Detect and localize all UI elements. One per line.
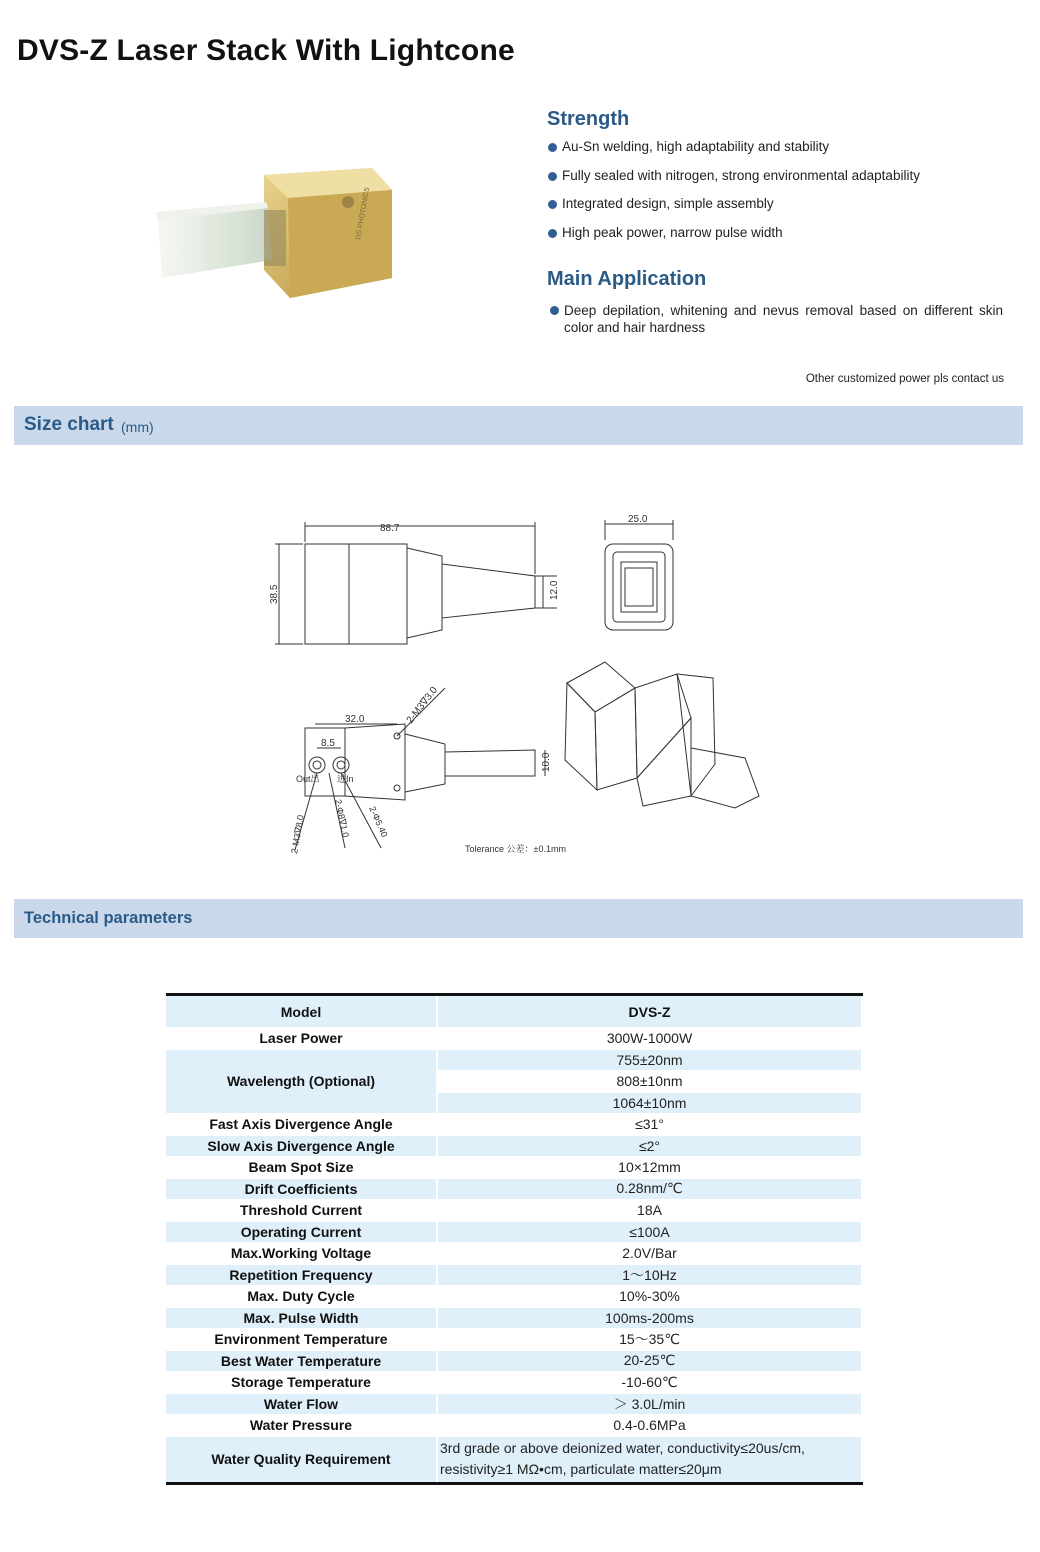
param-key: Wavelength (Optional) [166,1049,437,1114]
dim-phi8: 2-Φ8∇1.0 [333,798,351,839]
table-row [166,1028,862,1050]
param-key: Model [166,995,437,1028]
bullet-icon [548,143,557,152]
dim-m3b: 2-M3∇8.0 [289,814,306,855]
dimension-drawing [245,478,765,863]
size-chart-unit: (mm) [121,419,154,435]
table-row [166,1393,862,1415]
table-row [166,1286,862,1308]
table-row [166,1350,862,1372]
list-item: Au-Sn welding, high adaptability and stability [547,139,920,168]
param-value: 10×12mm [437,1157,862,1179]
table-row [166,1157,862,1179]
param-value: 2.0V/Bar [437,1243,862,1265]
table-row [166,1415,862,1437]
bullet-icon [548,172,557,181]
param-value: 755±20nm [437,1049,862,1071]
param-value: 1064±10nm [437,1092,862,1114]
param-key: Max. Duty Cycle [166,1286,437,1308]
strength-list [547,139,920,253]
param-value: ≤2° [437,1135,862,1157]
bullet-icon [548,200,557,209]
dim-phi5: 2-Φ5.40 [367,804,390,839]
param-value: 0.4-0.6MPa [437,1415,862,1437]
product-image [148,150,408,310]
param-key: Laser Power [166,1028,437,1050]
list-item: Integrated design, simple assembly [547,196,920,225]
param-value: 18A [437,1200,862,1222]
size-chart-band [14,406,1023,445]
param-value: 1～10Hz [437,1264,862,1286]
dim-width: 25.0 [628,514,648,525]
table-header-row [166,995,862,1028]
param-value: ＞ 3.0L/min [437,1393,862,1415]
param-value: 20-25℃ [437,1350,862,1372]
application-heading: Main Application [547,268,707,290]
table-row [166,1135,862,1157]
params-table [166,993,863,1485]
table-row [166,1329,862,1351]
param-value: DVS-Z [437,995,862,1028]
param-key: Max.Working Voltage [166,1243,437,1265]
param-value: 0.28nm/℃ [437,1178,862,1200]
param-key: Water Flow [166,1393,437,1415]
param-value: 300W-1000W [437,1028,862,1050]
param-key: Threshold Current [166,1200,437,1222]
param-key: Repetition Frequency [166,1264,437,1286]
dim-bottom: 32.0 [345,714,365,725]
table-row [166,1307,862,1329]
param-value: 808±10nm [437,1071,862,1093]
dim-length: 88.7 [380,523,400,534]
page-title: DVS-Z Laser Stack With Lightcone [17,34,515,67]
param-key: Operating Current [166,1221,437,1243]
table-row [166,1243,862,1265]
out-label: Out出 [296,774,320,784]
param-key: Water Quality Requirement [166,1436,437,1483]
param-key: Water Pressure [166,1415,437,1437]
param-value: 15～35℃ [437,1329,862,1351]
tolerance-label: Tolerance 公差：±0.1mm [465,844,566,854]
svg-text:DS PHOTONICS: DS PHOTONICS [355,186,372,241]
param-key: Fast Axis Divergence Angle [166,1114,437,1136]
table-row [166,1221,862,1243]
table-row [166,1372,862,1394]
dim-height: 38.5 [269,584,280,604]
param-key: Drift Coefficients [166,1178,437,1200]
list-item: Deep depilation, whitening and nevus removal based on different skin color and hair hardness [547,302,1003,336]
list-item: Fully sealed with nitrogen, strong environmental adaptability [547,168,920,197]
param-key: Beam Spot Size [166,1157,437,1179]
dim-m3: 2-M3∇3.0 [404,684,441,726]
table-row [166,1178,862,1200]
param-value: ≤31° [437,1114,862,1136]
param-value: ≤100A [437,1221,862,1243]
dim-cone2: 10.0 [541,752,552,772]
tech-params-band [14,899,1023,938]
param-key: Environment Temperature [166,1329,437,1351]
bullet-icon [550,306,559,315]
param-value: 3rd grade or above deionized water, conductivity≤20us/cm, resistivity≥1 MΩ•cm, particulate matter≤20μm [437,1436,862,1483]
size-chart-heading: Size chart [24,414,114,435]
table-row [166,1436,862,1483]
table-row [166,1200,862,1222]
table-row [166,1264,862,1286]
table-row [166,1049,862,1071]
strength-heading: Strength [547,108,630,130]
dim-small: 8.5 [321,738,335,749]
param-key: Slow Axis Divergence Angle [166,1135,437,1157]
tech-params-heading: Technical parameters [24,909,193,927]
bullet-icon [548,229,557,238]
param-key: Storage Temperature [166,1372,437,1394]
dim-cone: 12.0 [549,580,560,600]
param-key: Max. Pulse Width [166,1307,437,1329]
param-key: Best Water Temperature [166,1350,437,1372]
param-value: -10-60℃ [437,1372,862,1394]
param-value: 10%-30% [437,1286,862,1308]
in-label: 进In [337,774,354,784]
application-list [547,302,1003,336]
customization-note: Other customized power pls contact us [805,373,1004,385]
param-value: 100ms-200ms [437,1307,862,1329]
table-row [166,1114,862,1136]
list-item: High peak power, narrow pulse width [547,225,920,254]
